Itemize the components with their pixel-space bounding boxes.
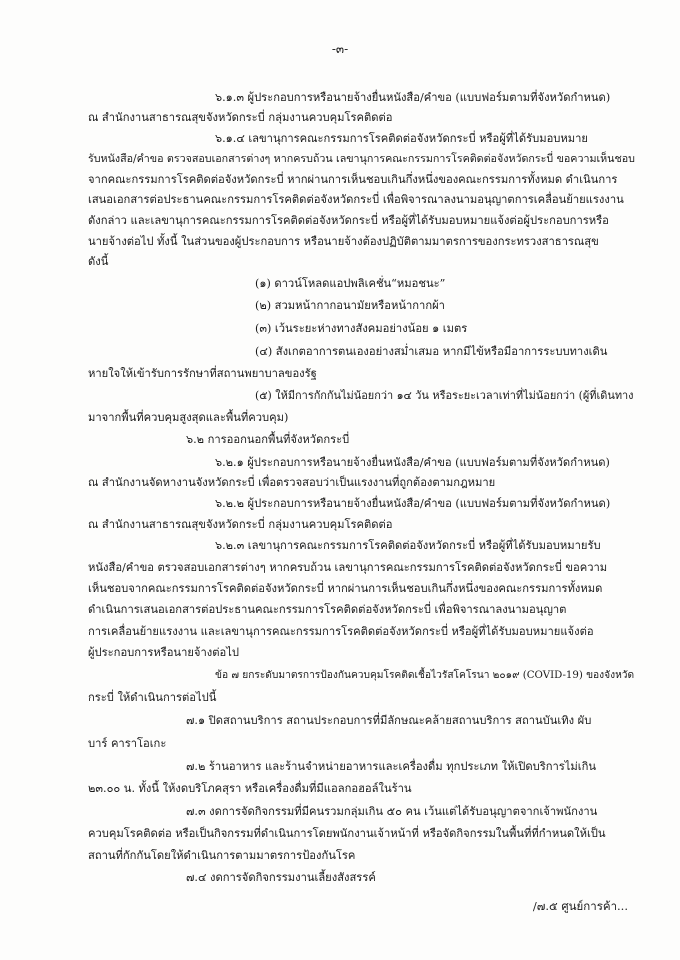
paragraph-line: สถานที่กักกันโดยให้ดำเนินการตามมาตรการป้องกันโรค <box>88 849 356 862</box>
paragraph-line: ๖.๒.๓ เลขานุการคณะกรรมการโรคติดต่อจังหวัดกระบี่ หรือผู้ที่ได้รับมอบหมายรับ <box>215 539 601 552</box>
paragraph-line: ดังนี้ <box>88 255 109 268</box>
continuation-note: /๗.๕ ศูนย์การค้า... <box>532 899 628 913</box>
paragraph-line: หนังสือ/คำขอ ตรวจสอบเอกสารต่างๆ หากครบถ้วน เลขานุการคณะกรรมการโรคติดต่อจังหวัดกระบี่ ขอความ <box>88 561 608 574</box>
paragraph-line: ดังกล่าว และเลขานุการคณะกรรมการโรคติดต่อจังหวัดกระบี่ หรือผู้ที่ได้รับมอบหมายแจ้งต่อผู้ประกอบการหรือ <box>88 214 609 227</box>
paragraph-line: บาร์ คาราโอเกะ <box>88 737 167 750</box>
page-number: -๓- <box>331 42 349 56</box>
list-item: (๒) สวมหน้ากากอนามัยหรือหน้ากากผ้า <box>255 299 445 312</box>
paragraph-line: ๖.๑.๔ เลขานุการคณะกรรมการโรคติดต่อจังหวัดกระบี่ หรือผู้ที่ได้รับมอบหมาย <box>215 132 588 145</box>
list-item: (๑) ดาวน์โหลดแอปพลิเคชั่น“หมอชนะ” <box>255 277 446 290</box>
paragraph-line: ๒๓.๐๐ น. ทั้งนี้ ให้งดบริโภคสุรา หรือเครื่องดื่มที่มีแอลกอฮอล์ในร้าน <box>88 782 412 795</box>
list-item: (๓) เว้นระยะห่างทางสังคมอย่างน้อย ๑ เมตร <box>255 322 468 335</box>
paragraph-line: นายจ้างต่อไป ทั้งนี้ ในส่วนของผู้ประกอบการ หรือนายจ้างต้องปฏิบัติตามมาตรการของกระทรวงสาธารณสุข <box>88 235 599 248</box>
paragraph-line: ๖.๑.๓ ผู้ประกอบการหรือนายจ้างยื่นหนังสือ/คำขอ (แบบฟอร์มตามที่จังหวัดกำหนด) <box>215 91 611 104</box>
paragraph-line: ๗.๔ งดการจัดกิจกรรมงานเลี้ยงสังสรรค์ <box>186 871 376 884</box>
paragraph-line: ควบคุมโรคติดต่อ หรือเป็นกิจกรรมที่ดำเนินการโดยพนักงานเจ้าหน้าที่ หรือจัดกิจกรรมในพื้นที่ที่กำหนดให้เป็น <box>88 827 606 840</box>
list-item: (๕) ให้มีการกักกันไม่น้อยกว่า ๑๔ วัน หรือระยะเวลาเท่าที่ไม่น้อยกว่า (ผู้ที่เดินทาง <box>255 389 634 402</box>
paragraph-line: ๖.๒.๒ ผู้ประกอบการหรือนายจ้างยื่นหนังสือ/คำขอ (แบบฟอร์มตามที่จังหวัดกำหนด) <box>215 497 611 510</box>
paragraph-line: ๗.๑ ปิดสถานบริการ สถานประกอบการที่มีลักษณะคล้ายสถานบริการ สถานบันเทิง ผับ <box>186 714 592 727</box>
section-heading: ๖.๒ การออกนอกพื้นที่จังหวัดกระบี่ <box>186 433 350 446</box>
paragraph-line: กระบี่ ให้ดำเนินการต่อไปนี้ <box>88 691 217 704</box>
paragraph-line: จากคณะกรรมการโรคติดต่อจังหวัดกระบี่ หากผ่านการเห็นชอบเกินกึ่งหนึ่งของคณะกรรมการทั้งหมด ดำเนินการ <box>88 173 618 186</box>
list-item: (๔) สังเกตอาการตนเองอย่างสม่ำเสมอ หากมีไข้หรือมีอาการระบบทางเดิน <box>255 345 608 358</box>
paragraph-line: ๗.๒ ร้านอาหาร และร้านจำหน่ายอาหารและเครื่องดื่ม ทุกประเภท ให้เปิดบริการไม่เกิน <box>186 760 597 773</box>
paragraph-line: ณ สำนักงานสาธารณสุขจังหวัดกระบี่ กลุ่มงานควบคุมโรคติดต่อ <box>88 518 393 531</box>
paragraph-line: ๖.๒.๑ ผู้ประกอบการหรือนายจ้างยื่นหนังสือ/คำขอ (แบบฟอร์มตามที่จังหวัดกำหนด) <box>215 456 610 469</box>
paragraph-line: ผู้ประกอบการหรือนายจ้างต่อไป <box>88 646 239 659</box>
paragraph-line: ณ สำนักงานสาธารณสุขจังหวัดกระบี่ กลุ่มงานควบคุมโรคติดต่อ <box>88 111 393 124</box>
paragraph-line: รับหนังสือ/คำขอ ตรวจสอบเอกสารต่างๆ หากครบถ้วน เลขานุการคณะกรรมการโรคติดต่อจังหวัดกระบี่ ขอความเห็นชอบ <box>88 152 635 165</box>
paragraph-line: มาจากพื้นที่ควบคุมสูงสุดและพื้นที่ควบคุม) <box>88 411 289 424</box>
paragraph-line: เห็นชอบจากคณะกรรมการโรคติดต่อจังหวัดกระบี่ หากผ่านการเห็นชอบเกินกึ่งหนึ่งของคณะกรรมการทั้งหมด <box>88 582 603 595</box>
clause-heading: ข้อ ๗ ยกระดับมาตรการป้องกันควบคุมโรคติดเชื้อไวรัสโคโรนา ๒๐๑๙ (COVID-19) ของจังหวัด <box>215 670 635 681</box>
paragraph-line: หายใจให้เข้ารับการรักษาที่สถานพยาบาลของรัฐ <box>88 367 317 380</box>
paragraph-line: ๗.๓ งดการจัดกิจกรรมที่มีคนรวมกลุ่มเกิน ๕๐ คน เว้นแต่ได้รับอนุญาตจากเจ้าพนักงาน <box>186 805 598 818</box>
paragraph-line: ดำเนินการเสนอเอกสารต่อประธานคณะกรรมการโรคติดต่อจังหวัดกระบี่ เพื่อพิจารณาลงนามอนุญาต <box>88 603 567 616</box>
paragraph-line: เสนอเอกสารต่อประธานคณะกรรมการโรคติดต่อจังหวัดกระบี่ เพื่อพิจารณาลงนามอนุญาตการเคลื่อนย้ายแรงงาน <box>88 193 624 206</box>
paragraph-line: ณ สำนักงานจัดหางานจังหวัดกระบี่ เพื่อตรวจสอบว่าเป็นแรงงานที่ถูกต้องตามกฎหมาย <box>88 476 496 489</box>
paragraph-line: การเคลื่อนย้ายแรงงาน และเลขานุการคณะกรรมการโรคติดต่อจังหวัดกระบี่ หรือผู้ที่ได้รับมอบหมายแจ้งต่อ <box>88 625 594 638</box>
